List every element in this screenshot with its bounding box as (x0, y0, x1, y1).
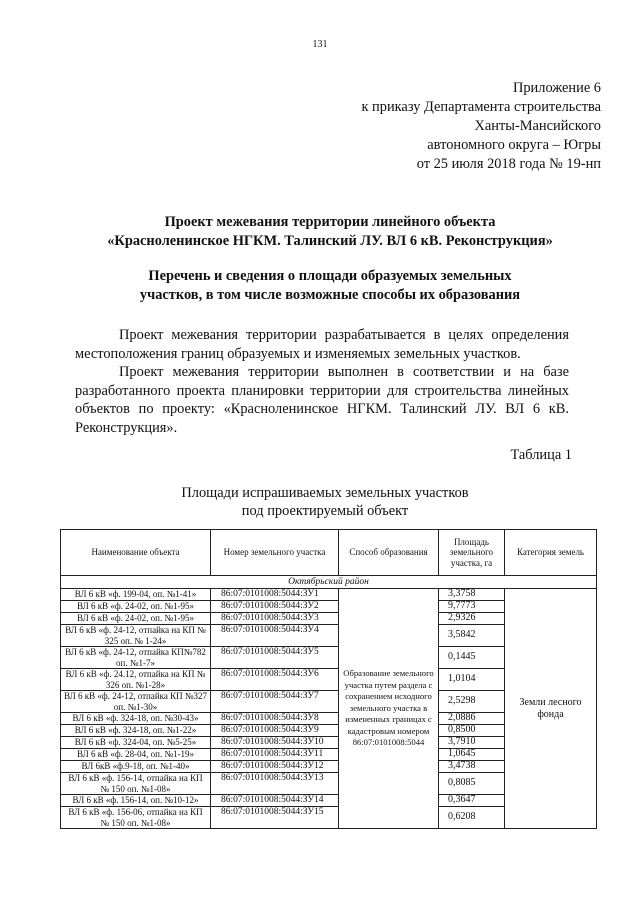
area-cell: 0,1445 (439, 647, 505, 669)
table-label: Таблица 1 (510, 447, 572, 463)
table-row (61, 589, 597, 601)
cadastral-number-cell: 86:07:0101008:5044:ЗУ13 (211, 773, 339, 795)
header-cadastral: Номер земельного участка (211, 530, 339, 576)
appendix-line: автономного округа – Югры (427, 137, 601, 153)
appendix-line: от 25 июля 2018 года № 19-нп (416, 156, 601, 172)
area-cell: 0,6208 (439, 807, 505, 829)
area-cell: 3,3758 (439, 589, 505, 601)
body-text (75, 326, 569, 437)
area-cell: 3,5842 (439, 625, 505, 647)
land-category-cell: Земли лесного фонда (505, 589, 597, 829)
area-cell: 1,0104 (439, 669, 505, 691)
area-cell: 2,5298 (439, 691, 505, 713)
object-name-cell: ВЛ 6 кВ «ф. 324-18, оп. №1-22» (61, 725, 211, 737)
area-cell: 3,7910 (439, 737, 505, 749)
formation-method-cell: Образование земельного участка путем раздела с сохранением исходного земельного участка в измененных границах с кадастровым номером 86:07:0101008:5044 (339, 589, 439, 829)
object-name-cell: ВЛ 6 кВ «ф. 24-02, оп. №1-95» (61, 601, 211, 613)
appendix-line: Приложение 6 (512, 80, 601, 96)
header-area: Площадь земельного участка, га (439, 530, 505, 576)
object-name-cell: ВЛ 6кВ «ф.9-18, оп. №1-40» (61, 761, 211, 773)
header-category: Категория земель (505, 530, 597, 576)
district-row (61, 576, 597, 589)
area-cell: 0,3647 (439, 795, 505, 807)
district-cell: Октябрьский район (61, 576, 597, 589)
area-cell: 0,8085 (439, 773, 505, 795)
header-method: Способ образования (339, 530, 439, 576)
document-title (60, 213, 600, 251)
cadastral-number-cell: 86:07:0101008:5044:ЗУ5 (211, 647, 339, 669)
cadastral-number-cell: 86:07:0101008:5044:ЗУ12 (211, 761, 339, 773)
object-name-cell: ВЛ 6 кВ «ф. 324-18, оп. №30-43» (61, 713, 211, 725)
table-header-row (61, 530, 597, 576)
area-cell: 0,8500 (439, 725, 505, 737)
area-cell: 1,0645 (439, 749, 505, 761)
area-cell: 2,0886 (439, 713, 505, 725)
area-cell: 2,9326 (439, 613, 505, 625)
cadastral-number-cell: 86:07:0101008:5044:ЗУ8 (211, 713, 339, 725)
area-cell: 9,7773 (439, 601, 505, 613)
table-title-line: под проектируемый объект (241, 503, 409, 519)
subtitle-line: участков, в том числе возможные способы их образования (139, 286, 521, 303)
paragraph: Проект межевания территории разрабатывается в целях определения местоположения границ образуемых и изменяемых земельных участков. (75, 327, 569, 362)
object-name-cell: ВЛ 6 кВ «ф. 24.12, отпайка на КП № 326 оп. №1-28» (61, 669, 211, 691)
area-cell: 3,4738 (439, 761, 505, 773)
table-title-line: Площади испрашиваемых земельных участков (181, 485, 469, 501)
object-name-cell: ВЛ 6 кВ «ф. 156-14, оп. №10-12» (61, 795, 211, 807)
object-name-cell: ВЛ 6 кВ «ф. 24-12, отпайка КП№782 оп. №1-7» (61, 647, 211, 669)
table-title (120, 484, 530, 520)
header-name: Наименование объекта (61, 530, 211, 576)
cadastral-number-cell: 86:07:0101008:5044:ЗУ14 (211, 795, 339, 807)
land-plots-table (60, 529, 597, 829)
title-line: «Красноленинское НГКМ. Талинский ЛУ. ВЛ 6 кВ. Реконструкция» (107, 233, 553, 249)
appendix-header (361, 79, 601, 174)
cadastral-number-cell: 86:07:0101008:5044:ЗУ2 (211, 601, 339, 613)
page-number: 131 (312, 39, 328, 50)
object-name-cell: ВЛ 6 кВ «ф. 24-12, отпайка на КП № 325 оп. № 1-24» (61, 625, 211, 647)
cadastral-number-cell: 86:07:0101008:5044:ЗУ9 (211, 725, 339, 737)
cadastral-number-cell: 86:07:0101008:5044:ЗУ11 (211, 749, 339, 761)
object-name-cell: ВЛ 6 кВ «ф. 24-12, отпайка КП №327 оп. №1-30» (61, 691, 211, 713)
object-name-cell: ВЛ 6 кВ «ф. 156-14, отпайка на КП № 150 оп. №1-08» (61, 773, 211, 795)
document-subtitle (70, 267, 590, 304)
cadastral-number-cell: 86:07:0101008:5044:ЗУ15 (211, 807, 339, 829)
title-line: Проект межевания территории линейного объекта (164, 214, 496, 230)
appendix-line: к приказу Департамента строительства (361, 99, 601, 115)
object-name-cell: ВЛ 6 кВ «ф. 199-04, оп. №1-41» (61, 589, 211, 601)
subtitle-line: Перечень и сведения о площади образуемых земельных (148, 268, 512, 284)
object-name-cell: ВЛ 6 кВ «ф. 156-06, отпайка на КП № 150 оп. №1-08» (61, 807, 211, 829)
object-name-cell: ВЛ 6 кВ «ф. 324-04, оп. №5-25» (61, 737, 211, 749)
paragraph: Проект межевания территории выполнен в соответствии и на базе разработанного проекта планировки территории для строительства линейных объектов по проекту: «Красноленинское НГКМ. Талинский ЛУ. ВЛ 6 кВ. Реконструкция». (75, 364, 569, 436)
cadastral-number-cell: 86:07:0101008:5044:ЗУ10 (211, 737, 339, 749)
object-name-cell: ВЛ 6 кВ «ф. 24-02, оп. №1-95» (61, 613, 211, 625)
cadastral-number-cell: 86:07:0101008:5044:ЗУ3 (211, 613, 339, 625)
appendix-line: Ханты-Мансийского (474, 118, 601, 134)
cadastral-number-cell: 86:07:0101008:5044:ЗУ4 (211, 625, 339, 647)
object-name-cell: ВЛ 6 кВ «ф. 28-04, оп. №1-19» (61, 749, 211, 761)
cadastral-number-cell: 86:07:0101008:5044:ЗУ7 (211, 691, 339, 713)
cadastral-number-cell: 86:07:0101008:5044:ЗУ6 (211, 669, 339, 691)
cadastral-number-cell: 86:07:0101008:5044:ЗУ1 (211, 589, 339, 601)
